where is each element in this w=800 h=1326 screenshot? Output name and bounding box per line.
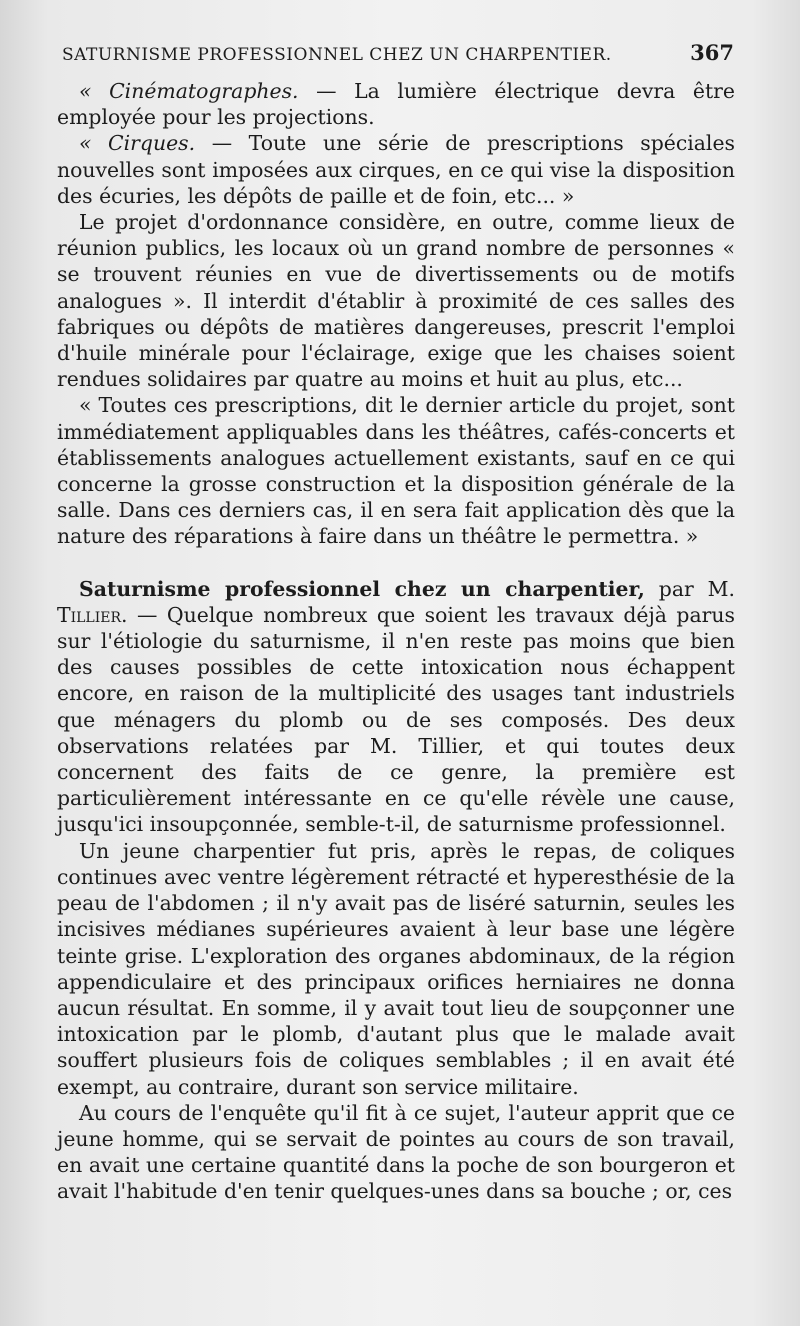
paragraph-ordonnance: Le projet d'ordonnance considère, en outre, comme lieux de réunion publics, les locaux où un grand nombre de personnes « se trouvent réunies en vue de divertissements ou de motifs analogues ». Il interdit d'établir à proximité de ces salles des fabriques ou dépôts de matières dangereuses, prescrit l'emploi d'huile minérale pour l'éclairage, exige que les chaises soient rendues solidaires par quatre au moins et huit au plus, etc... — [57, 210, 735, 392]
paragraph-cirques — [57, 130, 735, 209]
byline-prefix: par M. — [644, 576, 735, 601]
page-header — [62, 40, 734, 70]
paragraph-observation: Un jeune charpentier fut pris, après le repas, de coliques continues avec ventre légèrement rétracté et hyperesthésie de la peau de l'abdomen ; il n'y avait pas de liséré saturnin, seules les incisives médianes supérieures avaient à leur base une légère teinte grise. L'exploration des organes abdominaux, de la région appendiculaire et des principaux orifices herniaires ne donna aucun résultat. En somme, il y avait tout lieu de soupçonner une intoxication par le plomb, d'autant plus que le malade avait souffert plusieurs fois de coliques semblables ; il en avait été exempt, au contraire, durant son service militaire. — [57, 838, 735, 1099]
paragraph-text: — Toute une série de prescriptions spéciales nouvelles sont imposées aux cirques, en ce qui vise la disposition des écuries, les dépôts de paille et de foin, etc... » — [57, 131, 735, 208]
paragraph-text: . — Quelque nombreux que soient les travaux déjà parus sur l'étiologie du saturnisme, il n'en reste pas moins que bien des causes possibles de cette intoxication nous échappent encore, en raison de la multiplicité des usages tant industriels que ménagers du plomb ou de ses composés. Des deux observations relatées par M. Tillier, et qui toutes deux concernent des faits de ce genre, la première est particulièrement intéressante en ce qu'elle révèle une cause, jusqu'ici insoupçonnée, semble-t-il, de saturnisme professionnel. — [57, 602, 735, 837]
paragraph-enquete: Au cours de l'enquête qu'il fit à ce sujet, l'auteur apprit que ce jeune homme, qui se servait de pointes au cours de son travail, en avait une certaine quantité dans la poche de son bourgeron et avait l'habitude d'en tenir quelques-unes dans sa bouche ; or, ces — [57, 1100, 735, 1204]
paragraph-cinematographes — [57, 78, 735, 130]
body-text — [57, 78, 735, 1205]
page-number: 367 — [690, 40, 734, 65]
paragraph-text: — La lumière électrique devra être employée pour les projections. — [57, 79, 735, 130]
running-title: SATURNISME PROFESSIONNEL CHEZ UN CHARPENTIER. — [62, 45, 612, 65]
article-heading: Saturnisme professionnel chez un charpentier, — [79, 576, 645, 601]
paragraph-saturnisme — [57, 576, 735, 838]
paragraph-prescriptions: « Toutes ces prescriptions, dit le dernier article du projet, sont immédiatement appliquables dans les théâtres, cafés-concerts et établissements analogues actuellement existants, sauf en ce qui concerne la grosse construction et la disposition générale de la salle. Dans ces derniers cas, il en sera fait application dès que la nature des réparations à faire dans un théâtre le permettra. » — [57, 393, 735, 549]
section-lead-cirques: « Cirques. — [79, 131, 196, 156]
section-lead-cinematographes: « Cinématographes. — [79, 79, 299, 103]
author-name: Tillier — [57, 602, 122, 627]
